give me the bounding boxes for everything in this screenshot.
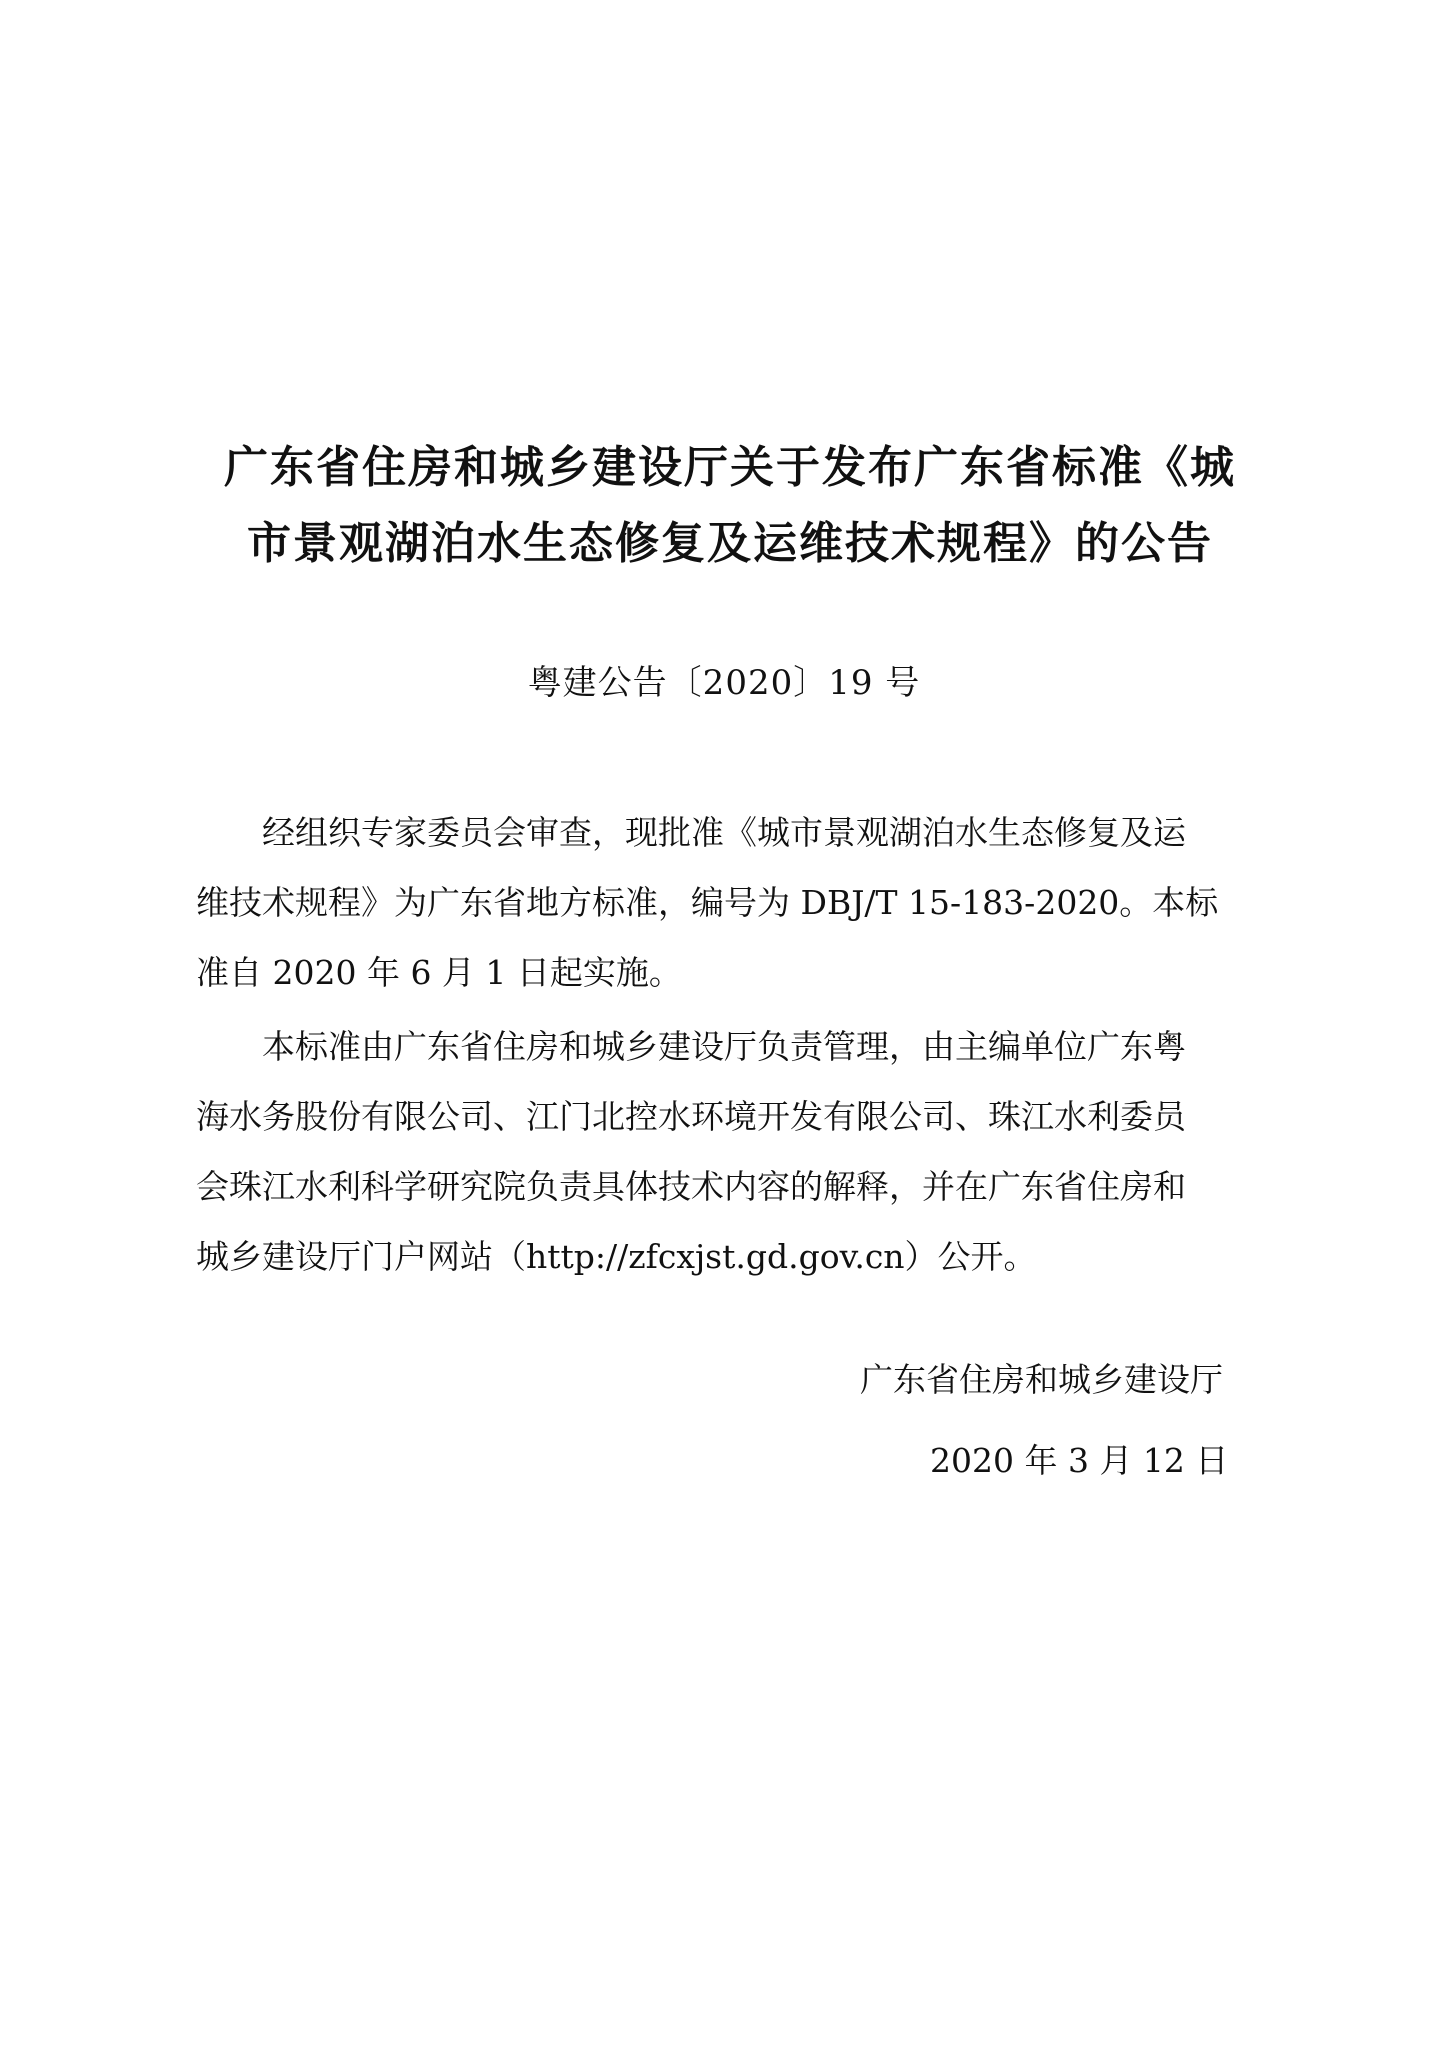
issuer-signature: 广东省住房和城乡建设厅 [860, 1360, 1223, 1399]
notice-title [180, 430, 1280, 582]
paragraph-line: 城乡建设厅门户网站（http://zfcxjst.gd.gov.cn）公开。 [196, 1237, 1037, 1276]
paragraph-line: 本标准由广东省住房和城乡建设厅负责管理，由主编单位广东粤 [262, 1027, 1186, 1066]
title-line-1: 广东省住房和城乡建设厅关于发布广东省标准《城 [224, 442, 1236, 493]
paragraph-line: 经组织专家委员会审查，现批准《城市景观湖泊水生态修复及运 [262, 813, 1186, 852]
paragraph-management [196, 1012, 1278, 1292]
paragraph-line: 海水务股份有限公司、江门北控水环境开发有限公司、珠江水利委员 [196, 1097, 1186, 1136]
paragraph-approval [196, 798, 1278, 1008]
paragraph-line: 准自 2020 年 6 月 1 日起实施。 [196, 953, 682, 992]
title-line-2: 市景观湖泊水生态修复及运维技术规程》的公告 [247, 518, 1213, 569]
document-number: 粤建公告〔2020〕19 号 [527, 663, 921, 703]
paragraph-line: 会珠江水利科学研究院负责具体技术内容的解释，并在广东省住房和 [196, 1167, 1186, 1206]
paragraph-line: 维技术规程》为广东省地方标准，编号为 DBJ/T 15-183-2020。本标 [196, 883, 1219, 922]
issue-date: 2020 年 3 月 12 日 [930, 1441, 1229, 1480]
